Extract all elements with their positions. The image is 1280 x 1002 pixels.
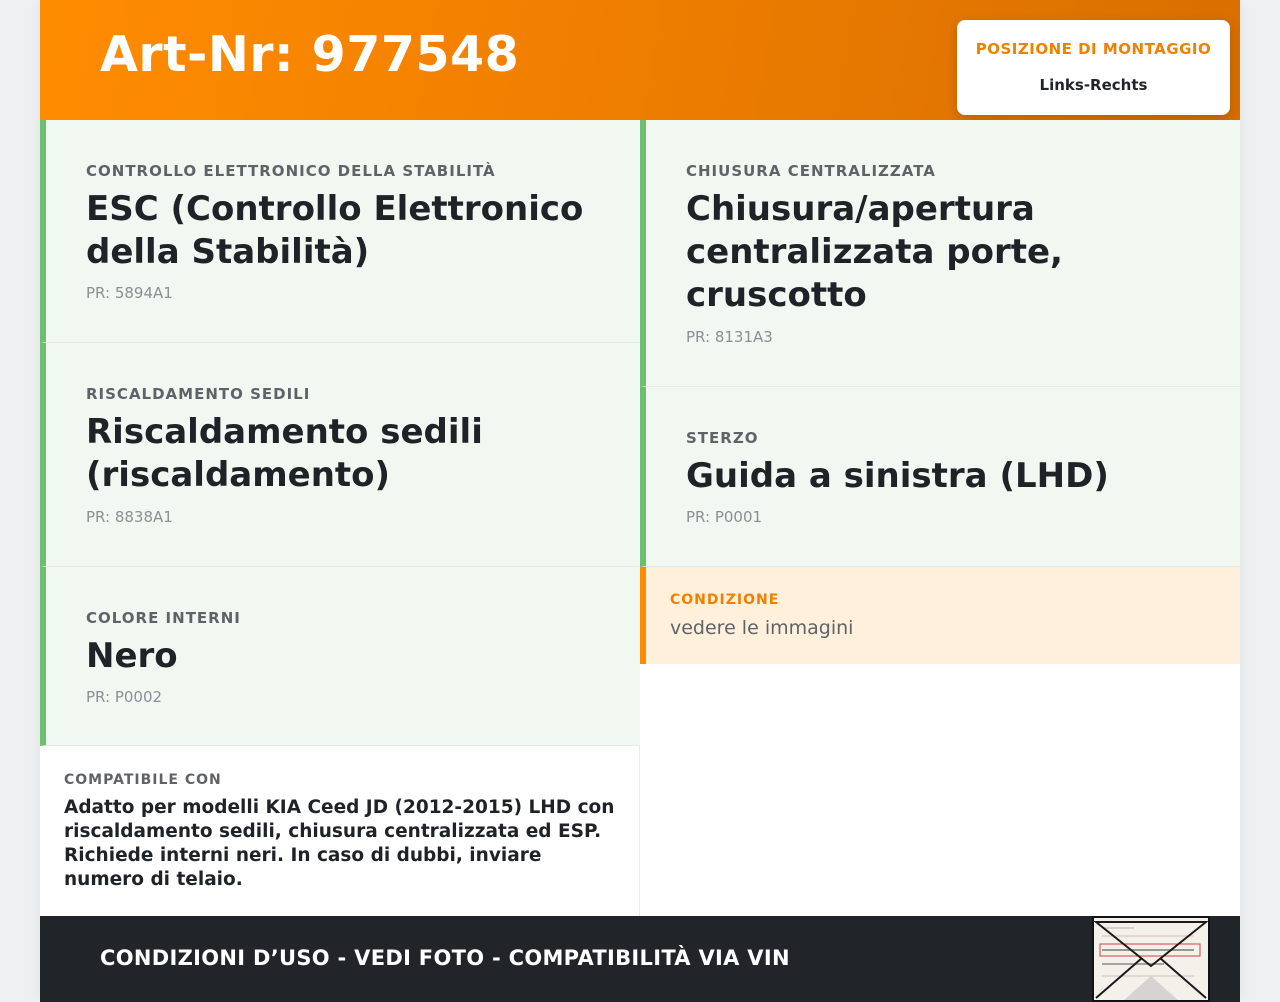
feature-card-interior-color	[40, 567, 640, 746]
feature-value: Chiusura/apertura centralizzata porte, cruscotto	[686, 189, 1063, 315]
header-bar	[40, 0, 1240, 120]
mount-position-value: Links-Rechts	[1039, 76, 1148, 94]
feature-card-steering	[640, 387, 1240, 567]
feature-card-central-locking	[640, 120, 1240, 387]
feature-value: Nero	[86, 636, 178, 676]
feature-card-seat-heating	[40, 343, 640, 567]
footer-text: CONDIZIONI D’USO - VEDI FOTO - COMPATIBILITÀ VIA VIN	[100, 946, 790, 970]
condition-value: vedere le immagini	[670, 617, 854, 639]
envelope-icon	[1094, 918, 1208, 1000]
condition-card	[640, 567, 1240, 664]
feature-pr-code: PR: P0001	[686, 508, 763, 526]
feature-card-esc	[40, 120, 640, 343]
registration-document-thumbnail[interactable]	[1092, 916, 1210, 1002]
feature-value: Riscaldamento sedili (riscaldamento)	[86, 412, 483, 495]
feature-pr-code: PR: 8131A3	[686, 328, 773, 346]
feature-pr-code: PR: 8838A1	[86, 508, 173, 526]
feature-value: Guida a sinistra (LHD)	[686, 456, 1109, 496]
feature-label: RISCALDAMENTO SEDILI	[86, 385, 311, 403]
product-sheet	[40, 0, 1240, 1002]
compatibility-text: Adatto per modelli KIA Ceed JD (2012-2015) LHD con riscaldamento sedili, chiusura centralizzata ed ESP. Richiede interni neri. In caso di dubbi, inviare numero di telaio.	[64, 797, 615, 890]
feature-label: CHIUSURA CENTRALIZZATA	[686, 162, 936, 180]
feature-label: CONTROLLO ELETTRONICO DELLA STABILITÀ	[86, 162, 496, 180]
feature-value: ESC (Controllo Elettronico della Stabilità)	[86, 189, 584, 272]
feature-label: STERZO	[686, 429, 759, 447]
mount-position-label: POSIZIONE DI MONTAGGIO	[975, 40, 1212, 58]
condition-label: CONDIZIONE	[670, 592, 780, 608]
footer-bar	[40, 916, 1240, 1002]
mount-position-card	[957, 20, 1230, 115]
article-number: Art-Nr: 977548	[100, 26, 520, 83]
compatibility-label: COMPATIBILE CON	[64, 772, 222, 788]
column-divider	[639, 746, 640, 916]
feature-label: COLORE INTERNI	[86, 609, 241, 627]
feature-pr-code: PR: 5894A1	[86, 284, 173, 302]
feature-pr-code: PR: P0002	[86, 688, 163, 706]
compatibility-section	[40, 746, 639, 916]
